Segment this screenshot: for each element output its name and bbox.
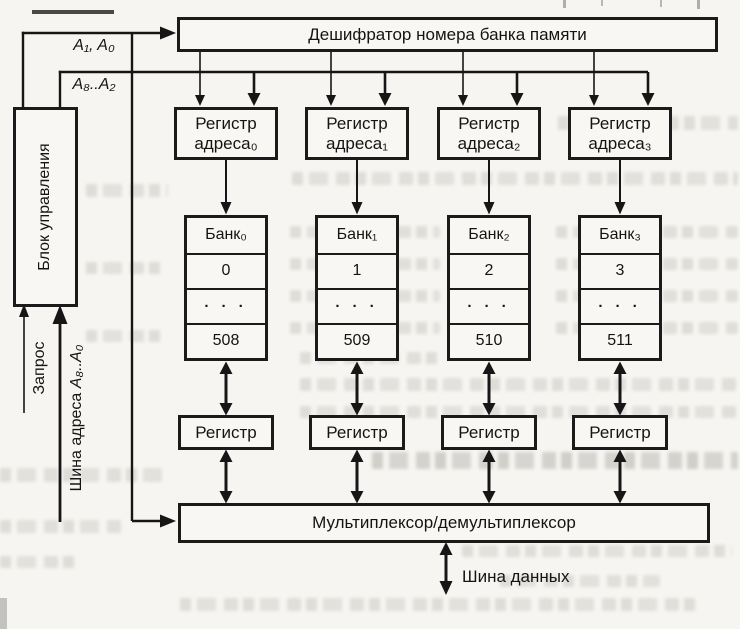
decoder-box xyxy=(177,17,718,52)
decoder-label: Дешифратор номера банка памяти xyxy=(308,24,587,44)
bus-a8a2-line xyxy=(59,71,648,107)
arrows-register-to-bank xyxy=(221,158,626,215)
bank-0-cell-first: 0 xyxy=(187,253,265,288)
bank-1-cell-last: 509 xyxy=(318,323,396,358)
signal-label-a1a0: A₁, A₀ xyxy=(73,37,115,54)
buffer-register-1: Регистр xyxy=(309,415,405,450)
address-register-0: Регистр адреса₀ xyxy=(174,107,278,160)
bank-3-ellipsis: · · · xyxy=(581,288,659,323)
buffer-register-3: Регистр xyxy=(572,415,668,450)
arrows-buffer-mux xyxy=(220,450,627,504)
buffer-register-0: Регистр xyxy=(178,415,274,450)
arrow-address-bus xyxy=(53,305,68,522)
arrow-select-to-mux xyxy=(132,33,176,528)
bank-1-ellipsis: · · · xyxy=(318,288,396,323)
address-register-1: Регистр адреса₁ xyxy=(305,107,409,160)
buffer-register-2: Регистр xyxy=(441,415,537,450)
bank-2-ellipsis: · · · xyxy=(450,288,528,323)
mux-demux-label: Мультиплексор/демультиплексор xyxy=(312,513,576,533)
arrow-data-bus xyxy=(440,542,453,595)
mux-demux-box xyxy=(178,503,710,543)
bank-0-ellipsis: · · · xyxy=(187,288,265,323)
arrows-bank-buffer xyxy=(220,362,627,416)
bank-3 xyxy=(578,215,662,361)
bank-3-cell-last: 511 xyxy=(581,323,659,358)
bank-2 xyxy=(447,215,531,361)
address-register-3: Регистр адреса₃ xyxy=(568,107,672,160)
address-register-2: Регистр адреса₂ xyxy=(437,107,541,160)
address-bus-label: Шина адреса A₈..A₀ xyxy=(68,344,85,492)
bank-1 xyxy=(315,215,399,361)
arrow-request xyxy=(19,304,29,413)
bank-2-title: Банк₂ xyxy=(468,226,510,244)
bank-3-cell-first: 3 xyxy=(581,253,659,288)
bank-0 xyxy=(184,215,268,361)
data-bus-label: Шина данных xyxy=(462,567,570,586)
bank-0-cell-last: 508 xyxy=(187,323,265,358)
bank-0-title: Банк₀ xyxy=(205,226,247,244)
bank-1-cell-first: 1 xyxy=(318,253,396,288)
bank-2-cell-first: 2 xyxy=(450,253,528,288)
request-label: Запрос xyxy=(31,341,48,395)
bank-2-cell-last: 510 xyxy=(450,323,528,358)
bank-1-title: Банк₁ xyxy=(336,226,378,244)
control-unit-label: Блок управления xyxy=(36,143,53,271)
bank-3-title: Банк₃ xyxy=(599,226,641,244)
signal-label-a8a2: A₈..A₂ xyxy=(72,76,116,93)
